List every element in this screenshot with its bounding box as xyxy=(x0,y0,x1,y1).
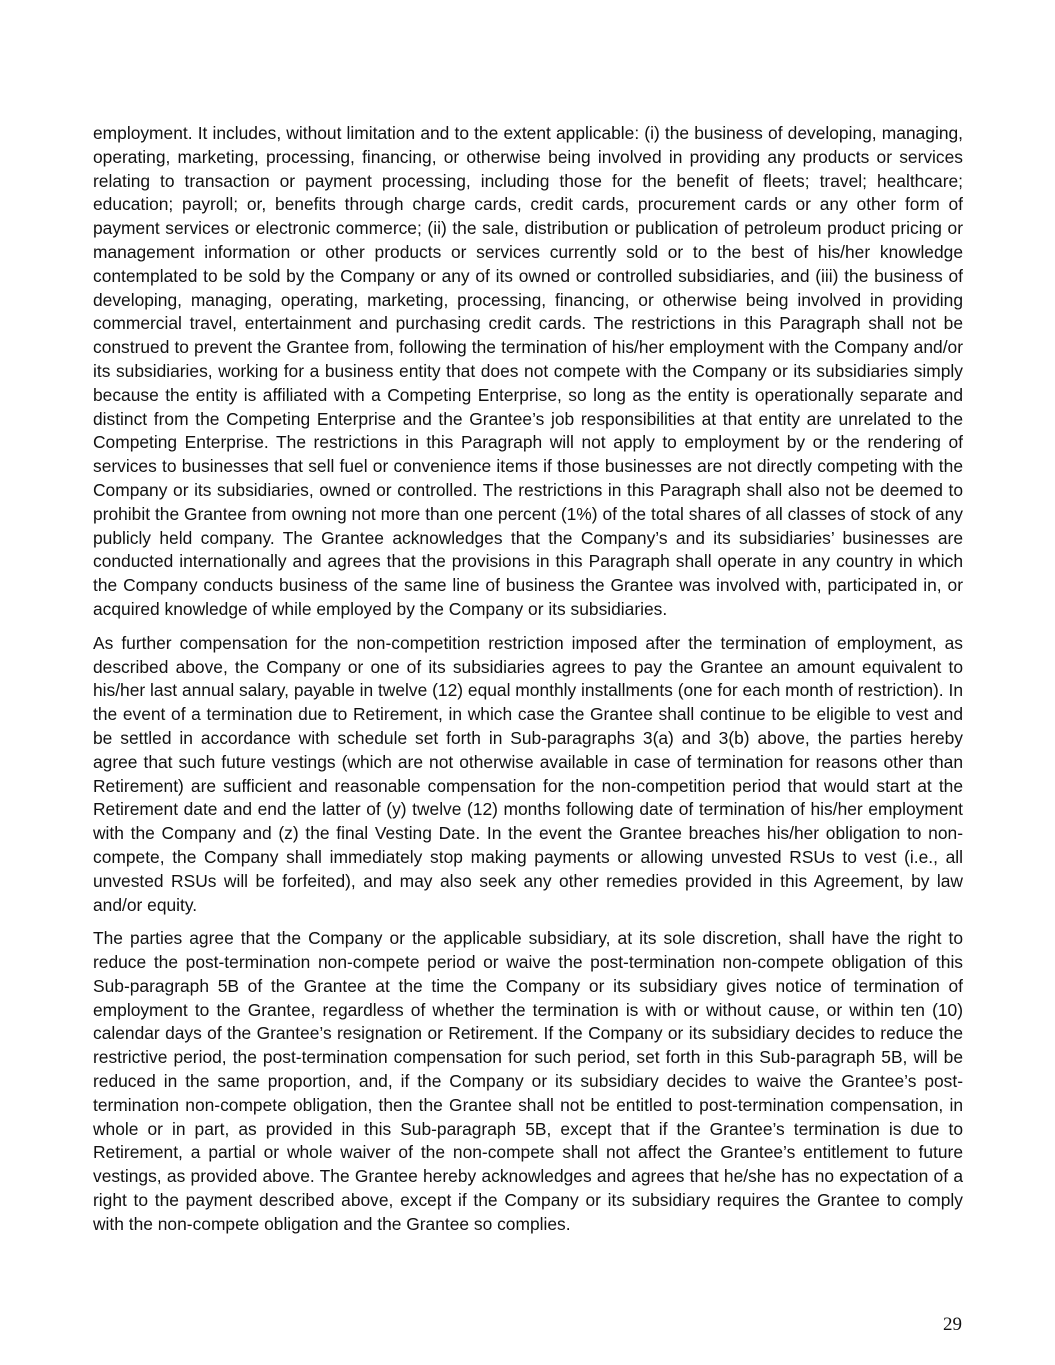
paragraph-non-compete-scope: employment. It includes, without limitation and to the extent applicable: (i) the business of developing, managing, operating, marketing, processing, financing, or otherwise being involved in providing any products or services relating to transaction or payment processing, including those for the benefit of fleets; travel; healthcare; education; payroll; or, benefits through charge cards, credit cards, procurement cards or any other form of payment services or electronic commerce; (ii) the sale, distribution or publication of petroleum product pricing or management information or other products or services currently sold or to the best of his/her knowledge contemplated to be sold by the Company or any of its owned or controlled subsidiaries, and (iii) the business of developing, managing, operating, marketing, processing, financing, or otherwise being involved in providing commercial travel, entertainment and purchasing credit cards. The restrictions in this Paragraph shall not be construed to prevent the Grantee from, following the termination of his/her employment with the Company and/or its subsidiaries, working for a business entity that does not compete with the Company or its subsidiaries simply because the entity is affiliated with a Competing Enterprise, so long as the entity is operationally separate and distinct from the Competing Enterprise and the Grantee’s job responsibilities at that entity are unrelated to the Competing Enterprise. The restrictions in this Paragraph will not apply to employment by or the rendering of services to businesses that sell fuel or convenience items if those businesses are not directly competing with the Company or its subsidiaries, owned or controlled. The restrictions in this Paragraph shall also not be deemed to prohibit the Grantee from owning not more than one percent (1%) of the total shares of all classes of stock of any publicly held company. The Grantee acknowledges that the Company’s and its subsidiaries’ businesses are conducted internationally and agrees that the provisions in this Paragraph shall operate in any country in which the Company conducts business of the same line of business the Grantee was involved with, participated in, or acquired knowledge of while employed by the Company or its subsidiaries. xyxy=(93,123,963,619)
paragraph-waiver-right: The parties agree that the Company or the applicable subsidiary, at its sole discretion, shall have the right to reduce the post-termination non-compete period or waive the post-termination non-compete obligation of this Sub-paragraph 5B of the Grantee at the time the Company or its subsidiary gives notice of termination of employment to the Grantee, regardless of whether the termination is with or without cause, or within ten (10) calendar days of the Grantee’s resignation or Retirement. If the Company or its subsidiary decides to reduce the restrictive period, the post-termination compensation for such period, set forth in this Sub-paragraph 5B, will be reduced in the same proportion, and, if the Company or its subsidiary decides to waive the Grantee’s post-termination non-compete obligation, then the Grantee shall not be entitled to post-termination compensation, in whole or in part, as provided in this Sub-paragraph 5B, except that if the Grantee’s termination is due to Retirement, a partial or whole waiver of the non-compete shall not affect the Grantee’s entitlement to future vestings, as provided above. The Grantee hereby acknowledges and agrees that he/she has no expectation of a right to the payment described above, except if the Company or its subsidiary requires the Grantee to comply with the non-compete obligation and the Grantee so complies. xyxy=(93,928,963,1234)
document-body xyxy=(93,122,963,1247)
page-number: 29 xyxy=(943,1314,962,1335)
paragraph-non-compete-compensation: As further compensation for the non-competition restriction imposed after the termination of employment, as described above, the Company or one of its subsidiaries agrees to pay the Grantee an amount equivalent to his/her last annual salary, payable in twelve (12) equal monthly installments (one for each month of restriction). In the event of a termination due to Retirement, in which case the Grantee shall continue to be eligible to vest and be settled in accordance with schedule set forth in Sub-paragraphs 3(a) and 3(b) above, the parties hereby agree that such future vestings (which are not otherwise available in case of termination for reasons other than Retirement) are sufficient and reasonable compensation for the non-competition period that would start at the Retirement date and end the latter of (y) twelve (12) months following date of termination of his/her employment with the Company and (z) the final Vesting Date. In the event the Grantee breaches his/her obligation to non-compete, the Company shall immediately stop making payments or allowing unvested RSUs to vest (i.e., all unvested RSUs will be forfeited), and may also seek any other remedies provided in this Agreement, by law and/or equity. xyxy=(93,632,963,915)
